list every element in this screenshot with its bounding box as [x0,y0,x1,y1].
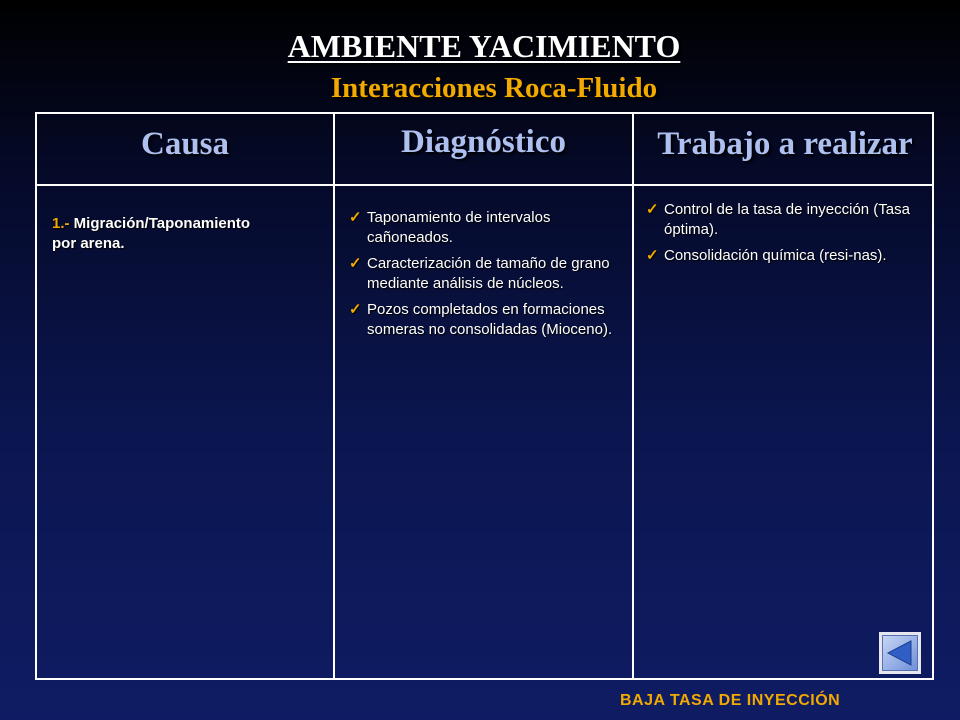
list-item [349,300,619,340]
diagnostico-item-1: Taponamiento de intervalos cañoneados. [367,209,551,246]
page-subtitle: Interacciones Roca-Fluido [330,72,658,104]
list-item [349,208,619,248]
causa-text-line2: por arena. [52,235,125,252]
check-icon: ✓ [646,201,659,218]
diagnostico-content [349,208,619,346]
header-divider-causa [35,184,335,186]
trabajo-panel [632,112,934,680]
check-icon: ✓ [646,247,659,264]
causa-text-line1: Migración/Taponamiento [69,215,251,232]
list-item [646,200,914,240]
trabajo-list [646,200,914,266]
diagnostico-item-3: Pozos completados en formaciones someras no consolidadas (Mioceno). [367,301,613,338]
header-divider-diagnostico [333,184,634,186]
list-item [646,246,914,266]
back-arrow-icon [885,638,915,668]
page-title: AMBIENTE YACIMIENTO [287,28,681,64]
diagnostico-heading: Diagnóstico [401,124,566,160]
footer-label: BAJA TASA DE INYECCIÓN [620,692,841,709]
diagnostico-item-2: Caracterización de tamaño de grano mediante análisis de núcleos. [367,255,610,292]
causa-panel [35,112,335,680]
trabajo-heading: Trabajo a realizar [657,126,913,162]
check-icon: ✓ [349,255,362,272]
trabajo-content [646,200,914,272]
diagnostico-panel [333,112,634,680]
back-button[interactable] [879,632,921,674]
causa-number: 1.- [52,215,70,232]
header-divider-trabajo [632,184,934,186]
check-icon: ✓ [349,209,362,226]
causa-heading: Causa [140,126,230,162]
list-item [349,254,619,294]
trabajo-item-1: Control de la tasa de inyección (Tasa óptima). [664,201,910,238]
check-icon: ✓ [349,301,362,318]
trabajo-item-2: Consolidación química (resi-nas). [664,247,887,264]
diagnostico-list [349,208,619,340]
causa-content [52,214,322,254]
